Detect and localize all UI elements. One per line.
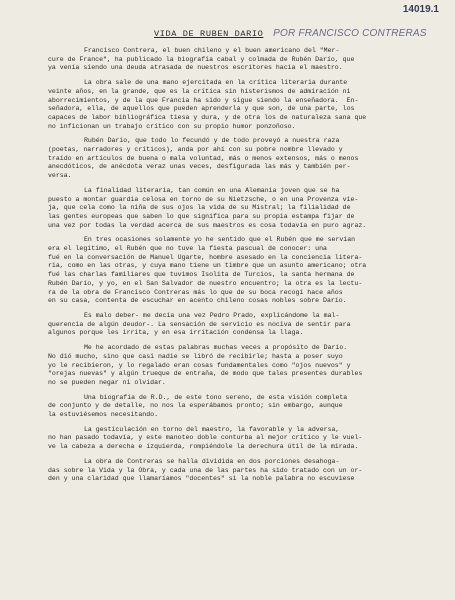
document-title: VIDA DE RUBEN DARIO <box>154 29 264 39</box>
paragraph <box>48 312 425 338</box>
text-line: las gentes europeas que saben lo que significa para su propia estampa fijar de <box>48 212 355 220</box>
text-line: de conjunto y de detalle, no nos la esperábamos pronto; sin embargo, aunque <box>48 402 343 410</box>
text-line: no se pueden negar ni olvidar. <box>48 378 166 386</box>
document-body <box>48 47 425 484</box>
text-line: ria, como en las otras, y cuya mano tiene un timbre que un asunto americano; otra <box>48 262 367 270</box>
paragraph <box>48 426 425 452</box>
text-line: querencia de algún deudor-. La sensación de servicio es nociva de sentir para <box>48 320 351 328</box>
text-line: ya venía siendo una deuda atrasada de nuestros escritores hacia el maestro. <box>48 64 343 72</box>
text-line: versa. <box>48 172 72 180</box>
text-line: Me he acordado de estas palabras muchas veces a propósito de Darío. <box>84 344 348 352</box>
text-line: La finalidad literaria, tan común en una Alemania joven que se ha <box>84 186 340 194</box>
text-line: no inficionan un trabajo crítico con su propio humor ponzoñoso. <box>48 122 296 130</box>
paragraph <box>48 137 425 181</box>
text-line: (poetas, narradores y críticos), anda por ahí con su pobre nombre llevado y <box>48 146 343 154</box>
handwritten-author-annotation: POR FRANCISCO CONTRERAS <box>273 28 427 39</box>
paragraph <box>48 187 425 231</box>
title-row <box>154 28 425 39</box>
text-line: una vez por todas la verdad acerca de sus maestros es cosa todavía en puro agraz. <box>48 221 367 229</box>
text-line: La obra sale de una mano ejercitada en la crítica literaria durante <box>84 79 348 87</box>
paragraph <box>48 394 425 420</box>
text-line: aborrecimientos, y de la que Francia ha sido y sigue siendo la enseñadora. En- <box>48 96 359 104</box>
text-line: era el legítimo, el Rubén que no tuve la fiesta pascual de conocer: una <box>48 245 327 253</box>
paragraph <box>48 79 425 131</box>
text-line: yo le recibieron, y lo regalado eran cosas fundamentales como "ojos nuevos" y <box>48 361 351 369</box>
text-line: fué en la conversación de Manuel Ugarte, hombre asesado en la conciencia litera- <box>48 253 363 261</box>
text-line: Rubén Darío, que todo lo fecundó y de todo proveyó a nuestra raza <box>84 137 340 145</box>
text-line: Francisco Contrera, el buen chileno y el buen americano del "Mer- <box>84 47 340 54</box>
paragraph <box>48 458 425 484</box>
text-line: ja, que cela como la niña de sus ojos la vida de su Mistral; la filialidad de <box>48 204 351 212</box>
text-line: la estuviésemos necesitando. <box>48 411 159 419</box>
text-line: No dió mucho, sino que casi nadie se libró de recibirle; hasta a poser suyo <box>48 352 343 360</box>
text-line: no han pasado todavía, y este manoteo doble conturba al mejor crítico y le vuel- <box>48 434 363 442</box>
text-line: algunos porque les irrita, y en esa irritación condensa la llaga. <box>48 329 304 337</box>
text-line: Rubén Darío, y yo, en el San Salvador de nuestro encuentro; la otra es la lectu- <box>48 279 363 287</box>
page-number: 14019.1 <box>402 4 439 15</box>
text-line: anecdóticos, de anécdota veraz unas veces, desfigurada las más y también per- <box>48 163 351 171</box>
text-line: en su casa, contenta de escuchar en acento chileno cosas nobles sobre Darío. <box>48 297 347 305</box>
paragraph <box>48 236 425 306</box>
text-line: La gesticulación en torno del maestro, la favorable y la adversa, <box>84 425 340 433</box>
text-line: La obra de Contreras se halla dividida en dos porciones desahoga- <box>84 457 340 465</box>
text-line: En tres ocasiones solamente yo he sentido que el Rubén que me servían <box>84 236 356 244</box>
text-line: ra de la obra de Francisco Contreras más lo que de su boca recogí hace años <box>48 288 343 296</box>
paragraph <box>48 47 425 73</box>
text-line: veinte años, en la grande, que es la crítica sin histerismos de admiración ni <box>48 87 351 95</box>
text-line: das sobre la Vida y la Obra, y cada una de las partes ha sido tratado con un or- <box>48 466 363 474</box>
paragraph <box>48 344 425 388</box>
text-line: den y una claridad que llamaríamos "docentes" si la noble palabra no escuviese <box>48 475 355 483</box>
text-line: Es malo deber- me decía una vez Pedro Prado, explicándome la mal- <box>84 311 340 319</box>
text-line: capaces de labor bibliográfica tiesa y dura, y de otra los de naturaleza sana que <box>48 113 367 121</box>
text-line: "orejas nuevas" y algún trueque de entraña, de modo que tales presentes durables <box>48 370 363 378</box>
text-line: señadora, ella, de aquellos que pueden aprenderla y que son, de una parte, los <box>48 105 355 113</box>
text-line: puesto a montar guardia celosa en torno de su Nietzsche, o en una Provenza vie- <box>48 195 359 203</box>
text-line: Una biografía de R.D., de este tono sereno, de esta visión completa <box>84 393 348 401</box>
text-line: ve la cabeza a derecha e izquierda, rompiéndole la derechura útil de la mirada. <box>48 443 359 451</box>
text-line: cure de France", ha publicado la biografía cabal y colmada de Rubén Darío, que <box>48 55 355 63</box>
text-line: traído en artículos de buena o mala voluntad, más o menos extensos, más o menos <box>48 154 359 162</box>
text-line: fué las charlas familiares que tuvimos Isolita de Turcios, la santa hermana de <box>48 271 355 279</box>
